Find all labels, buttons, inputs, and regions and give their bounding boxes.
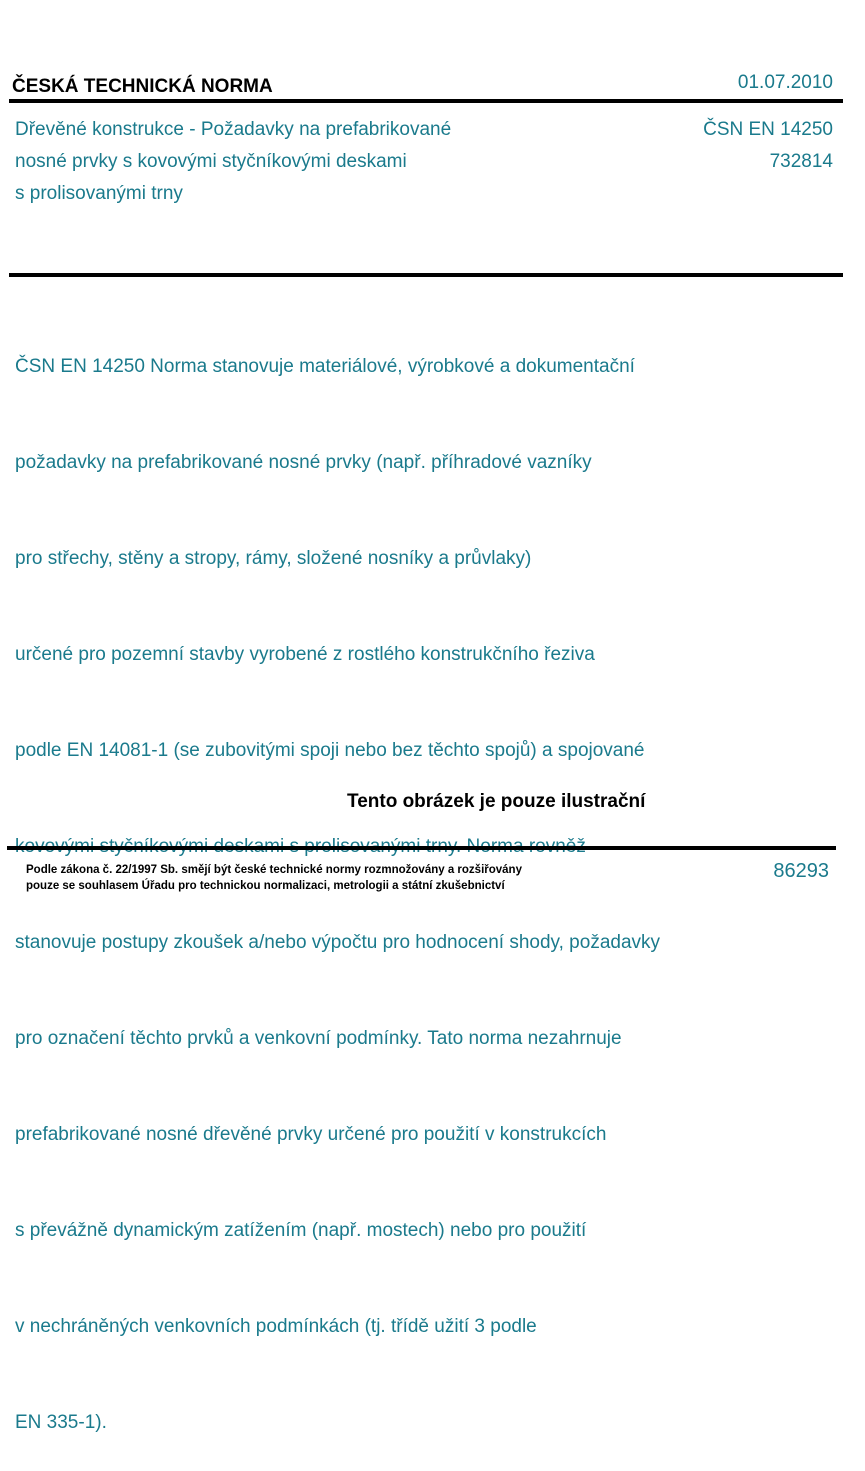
abstract-line: s převážně dynamickým zatížením (např. mostech) nebo pro použití <box>15 1220 587 1241</box>
abstract-line: ČSN EN 14250 Norma stanovuje materiálové, výrobkové a dokumentační <box>15 356 635 377</box>
abstract-line: určené pro pozemní stavby vyrobené z rostlého konstrukčního řeziva <box>15 644 595 665</box>
footer-divider <box>7 846 836 850</box>
section-divider <box>9 273 843 277</box>
copyright-notice <box>26 862 522 894</box>
abstract-line: stanovuje postupy zkoušek a/nebo výpočtu pro hodnocení shody, požadavky <box>15 932 661 953</box>
abstract-line: pro střechy, stěny a stropy, rámy, složené nosníky a průvlaky) <box>15 548 532 569</box>
abstract-line: prefabrikované nosné dřevěné prvky určené pro použití v konstrukcích <box>15 1124 607 1145</box>
abstract-line: EN 335-1). <box>15 1412 107 1433</box>
abstract-line: požadavky na prefabrikované nosné prvky (např. příhradové vazníky <box>15 452 592 473</box>
abstract-line: v nechráněných venkovních podmínkách (tj. třídě užití 3 podle <box>15 1316 537 1337</box>
standard-title-line: Dřevěné konstrukce - Požadavky na prefabrikované <box>15 119 452 140</box>
standard-title <box>15 114 451 210</box>
header-divider <box>9 99 843 103</box>
abstract-line: pro označení těchto prvků a venkovní podmínky. Tato norma nezahrnuje <box>15 1028 622 1049</box>
document-type-heading: ČESKÁ TECHNICKÁ NORMA <box>12 76 273 97</box>
copyright-notice-line: Podle zákona č. 22/1997 Sb. smějí být české technické normy rozmnožovány a rozšiřovány <box>26 864 522 876</box>
illustration-notice: Tento obrázek je pouze ilustrační <box>347 791 646 812</box>
standard-title-line: nosné prvky s kovovými styčníkovými deskami <box>15 151 407 172</box>
copyright-notice-line: pouze se souhlasem Úřadu pro technickou normalizaci, metrologii a státní zkušebnictví <box>26 880 505 892</box>
document-number: 86293 <box>773 860 829 882</box>
abstract-line: podle EN 14081-1 (se zubovitými spoji nebo bez těchto spojů) a spojované <box>15 740 645 761</box>
standard-identifiers <box>703 114 833 178</box>
standard-code: ČSN EN 14250 <box>703 119 833 140</box>
classification-number: 732814 <box>769 151 833 172</box>
effective-date: 01.07.2010 <box>737 72 833 93</box>
standard-title-line: s prolisovanými trny <box>15 183 183 204</box>
